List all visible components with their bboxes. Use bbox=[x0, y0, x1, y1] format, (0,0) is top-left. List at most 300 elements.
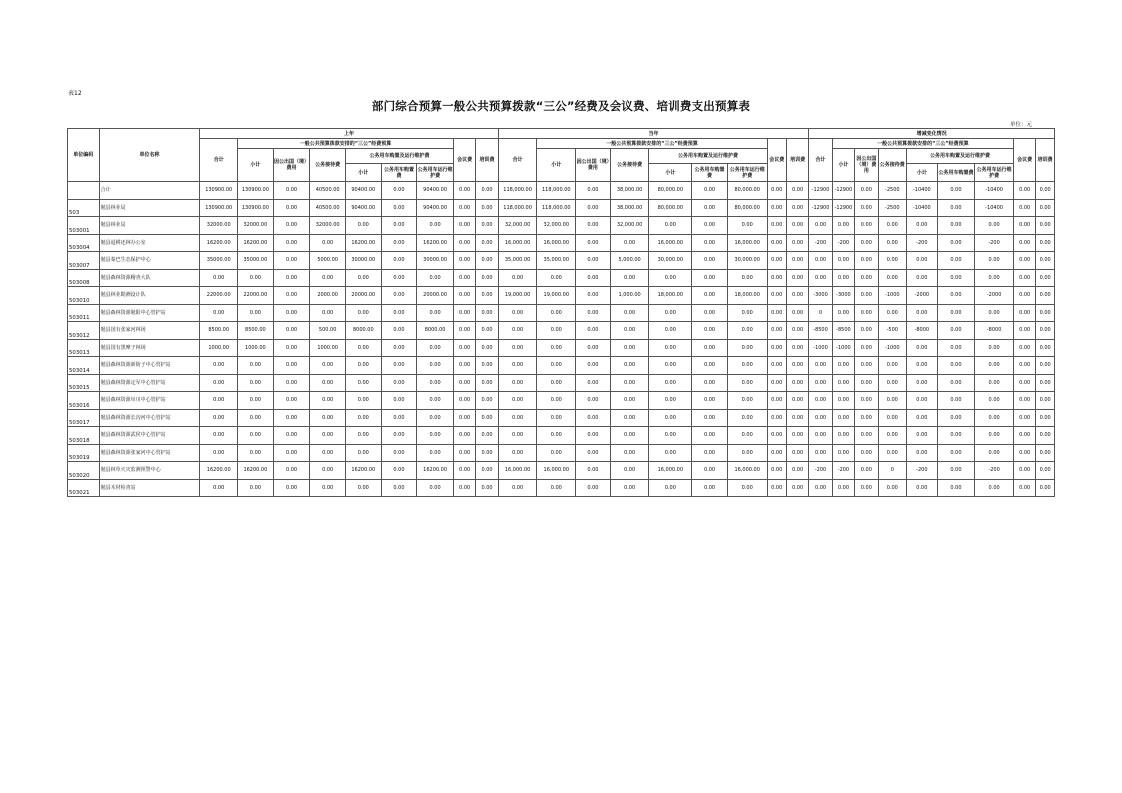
value-cell: 0.00 bbox=[809, 374, 832, 392]
value-cell: 0.00 bbox=[692, 479, 728, 497]
value-cell: 0.00 bbox=[453, 322, 475, 340]
value-cell: 0.00 bbox=[832, 252, 854, 270]
value-cell: 0.00 bbox=[273, 444, 310, 462]
value-cell: 0.00 bbox=[273, 479, 310, 497]
value-cell: 0.00 bbox=[453, 234, 475, 252]
value-cell: 8000.00 bbox=[345, 322, 381, 340]
value-cell: -12900 bbox=[809, 182, 832, 200]
value-cell: 0.00 bbox=[649, 479, 692, 497]
value-cell: 0.00 bbox=[727, 392, 767, 410]
value-cell: 0.00 bbox=[649, 357, 692, 375]
value-cell: 0.00 bbox=[310, 479, 346, 497]
value-cell: 0.00 bbox=[476, 287, 498, 305]
value-cell: 0.00 bbox=[1036, 427, 1055, 445]
value-cell: 0.00 bbox=[832, 269, 854, 287]
value-cell: 0.00 bbox=[1013, 427, 1035, 445]
value-cell: 8000.00 bbox=[417, 322, 454, 340]
value-cell: 32000.00 bbox=[238, 217, 274, 235]
value-cell: 0.00 bbox=[878, 217, 907, 235]
value-cell: 0.00 bbox=[1036, 199, 1055, 217]
value-cell: 0.00 bbox=[907, 427, 938, 445]
value-cell: 0.00 bbox=[809, 409, 832, 427]
value-cell: 0.00 bbox=[576, 269, 611, 287]
header-total: 合计 bbox=[809, 139, 832, 182]
value-cell: 0.00 bbox=[832, 392, 854, 410]
value-cell: -200 bbox=[809, 234, 832, 252]
value-cell: 0.00 bbox=[786, 479, 808, 497]
value-cell: 0.00 bbox=[855, 392, 878, 410]
value-cell: 0.00 bbox=[727, 374, 767, 392]
value-cell: 0.00 bbox=[1013, 444, 1035, 462]
value-cell: 0.00 bbox=[576, 409, 611, 427]
value-cell: 0.00 bbox=[855, 409, 878, 427]
value-cell: 0.00 bbox=[692, 217, 728, 235]
header-name: 单位名称 bbox=[99, 129, 200, 182]
value-cell: 0.00 bbox=[786, 392, 808, 410]
value-cell: 32,000.00 bbox=[537, 217, 576, 235]
table-row bbox=[68, 479, 1055, 497]
value-cell: 0.00 bbox=[855, 444, 878, 462]
unit-code-cell: 503015 bbox=[68, 374, 100, 392]
value-cell: 0.00 bbox=[537, 409, 576, 427]
value-cell: 0.00 bbox=[238, 427, 274, 445]
value-cell: 0.00 bbox=[767, 304, 786, 322]
value-cell: 0.00 bbox=[537, 392, 576, 410]
value-cell: 0.00 bbox=[576, 217, 611, 235]
value-cell: 0.00 bbox=[692, 234, 728, 252]
value-cell: 0.00 bbox=[692, 409, 728, 427]
value-cell: 0.00 bbox=[273, 357, 310, 375]
value-cell: 0.00 bbox=[476, 444, 498, 462]
value-cell: -3000 bbox=[809, 287, 832, 305]
unit-code-cell: 503014 bbox=[68, 357, 100, 375]
unit-name-cell: 勉县国有黑摩子林场 bbox=[99, 339, 200, 357]
value-cell: 0.00 bbox=[649, 339, 692, 357]
value-cell: 0.00 bbox=[498, 479, 537, 497]
value-cell: 0.00 bbox=[476, 427, 498, 445]
header-vehicle-running: 公务用车运行维护费 bbox=[975, 164, 1014, 182]
value-cell: 0.00 bbox=[1036, 234, 1055, 252]
value-cell: 0.00 bbox=[832, 409, 854, 427]
value-cell: 0.00 bbox=[610, 392, 649, 410]
value-cell: -200 bbox=[832, 462, 854, 480]
value-cell: 30000.00 bbox=[417, 252, 454, 270]
value-cell: 0.00 bbox=[476, 357, 498, 375]
value-cell: 0.00 bbox=[238, 374, 274, 392]
value-cell: 0.00 bbox=[692, 182, 728, 200]
unit-code-cell: 503011 bbox=[68, 304, 100, 322]
value-cell: 16,000.00 bbox=[537, 462, 576, 480]
value-cell: 0.00 bbox=[692, 357, 728, 375]
value-cell: 0.00 bbox=[727, 217, 767, 235]
value-cell: 0.00 bbox=[649, 269, 692, 287]
value-cell: 0.00 bbox=[381, 287, 417, 305]
value-cell: 0.00 bbox=[1013, 339, 1035, 357]
value-cell: 118,000.00 bbox=[537, 199, 576, 217]
value-cell: 500.00 bbox=[310, 322, 346, 340]
header-general: 一般公共预算拨款安排的“三公”经费预算 bbox=[832, 139, 1013, 149]
value-cell: 0.00 bbox=[453, 392, 475, 410]
value-cell: 0.00 bbox=[476, 252, 498, 270]
value-cell: 0.00 bbox=[649, 322, 692, 340]
value-cell: 0.00 bbox=[498, 357, 537, 375]
value-cell: 0.00 bbox=[767, 392, 786, 410]
value-cell: 0.00 bbox=[576, 234, 611, 252]
value-cell: 0.00 bbox=[975, 252, 1014, 270]
unit-code-cell: 503004 bbox=[68, 234, 100, 252]
value-cell: 0.00 bbox=[649, 409, 692, 427]
value-cell: 0.00 bbox=[692, 322, 728, 340]
value-cell: -2500 bbox=[878, 199, 907, 217]
value-cell: 0.00 bbox=[855, 462, 878, 480]
value-cell: 0.00 bbox=[975, 304, 1014, 322]
value-cell: 0.00 bbox=[453, 217, 475, 235]
value-cell: 0.00 bbox=[273, 234, 310, 252]
unit-code-cell: 503018 bbox=[68, 427, 100, 445]
header-vehicle-purchase: 公务用车购置费 bbox=[381, 164, 417, 182]
value-cell: 0.00 bbox=[381, 304, 417, 322]
value-cell: 90400.00 bbox=[345, 182, 381, 200]
value-cell: 0.00 bbox=[273, 252, 310, 270]
value-cell: 0.00 bbox=[1036, 304, 1055, 322]
table-row bbox=[68, 409, 1055, 427]
value-cell: 0.00 bbox=[878, 479, 907, 497]
value-cell: 18,000.00 bbox=[727, 287, 767, 305]
value-cell: 0.00 bbox=[832, 217, 854, 235]
value-cell: -200 bbox=[809, 462, 832, 480]
value-cell: 0.00 bbox=[937, 479, 975, 497]
value-cell: 0.00 bbox=[786, 252, 808, 270]
value-cell: 0.00 bbox=[381, 199, 417, 217]
page-title: 部门综合预算一般公共预算拨款“三公”经费及会议费、培训费支出预算表 bbox=[371, 99, 751, 113]
value-cell: 0.00 bbox=[937, 374, 975, 392]
value-cell: 0.00 bbox=[649, 392, 692, 410]
value-cell: 0.00 bbox=[476, 339, 498, 357]
value-cell: 0.00 bbox=[381, 462, 417, 480]
value-cell: 0.00 bbox=[937, 287, 975, 305]
value-cell: -8500 bbox=[809, 322, 832, 340]
value-cell: 16,000.00 bbox=[649, 234, 692, 252]
value-cell: -2000 bbox=[907, 287, 938, 305]
value-cell: -8000 bbox=[975, 322, 1014, 340]
value-cell: 0.00 bbox=[417, 444, 454, 462]
value-cell: 0.00 bbox=[1036, 392, 1055, 410]
value-cell: 0.00 bbox=[310, 427, 346, 445]
value-cell: 0.00 bbox=[786, 409, 808, 427]
value-cell: 0.00 bbox=[786, 322, 808, 340]
header-subtotal: 小计 bbox=[832, 149, 854, 182]
header-vehicle-running: 公务用车运行维护费 bbox=[727, 164, 767, 182]
header-general: 一般公共预算拨款安排的“三公”经费预算 bbox=[238, 139, 454, 149]
value-cell: 0.00 bbox=[809, 269, 832, 287]
value-cell: 0.00 bbox=[200, 357, 238, 375]
value-cell: 90400.00 bbox=[417, 199, 454, 217]
value-cell: 80,000.00 bbox=[649, 199, 692, 217]
value-cell: 0.00 bbox=[417, 409, 454, 427]
value-cell: 118,000.00 bbox=[498, 182, 537, 200]
value-cell: 0.00 bbox=[1013, 217, 1035, 235]
value-cell: 0.00 bbox=[453, 182, 475, 200]
value-cell: 16200.00 bbox=[345, 462, 381, 480]
value-cell: 0.00 bbox=[417, 304, 454, 322]
value-cell: -10400 bbox=[975, 199, 1014, 217]
value-cell: 0.00 bbox=[417, 217, 454, 235]
value-cell: 0.00 bbox=[809, 252, 832, 270]
value-cell: -200 bbox=[975, 462, 1014, 480]
value-cell: 0.00 bbox=[786, 199, 808, 217]
value-cell: 0.00 bbox=[809, 427, 832, 445]
value-cell: 0.00 bbox=[937, 217, 975, 235]
value-cell: 130900.00 bbox=[238, 182, 274, 200]
value-cell: 0.00 bbox=[975, 217, 1014, 235]
value-cell: 0.00 bbox=[310, 304, 346, 322]
value-cell: 0.00 bbox=[200, 427, 238, 445]
table-row bbox=[68, 304, 1055, 322]
value-cell: 0.00 bbox=[453, 269, 475, 287]
value-cell: 0.00 bbox=[727, 479, 767, 497]
unit-name-cell: 合计 bbox=[99, 182, 200, 200]
table-row bbox=[68, 322, 1055, 340]
value-cell: 0.00 bbox=[1036, 357, 1055, 375]
value-cell: 0.00 bbox=[537, 479, 576, 497]
value-cell: 0.00 bbox=[453, 252, 475, 270]
value-cell: 0.00 bbox=[273, 217, 310, 235]
header-meeting: 会议费 bbox=[453, 139, 475, 182]
value-cell: 38,000.00 bbox=[610, 199, 649, 217]
value-cell: 0.00 bbox=[1036, 182, 1055, 200]
value-cell: 0.00 bbox=[727, 304, 767, 322]
value-cell: 0.00 bbox=[1036, 339, 1055, 357]
unit-name-cell: 勉县国有张家河林场 bbox=[99, 322, 200, 340]
header-reception: 公务接待费 bbox=[610, 149, 649, 182]
value-cell: 80,000.00 bbox=[649, 182, 692, 200]
value-cell: 0.00 bbox=[345, 339, 381, 357]
value-cell: 0.00 bbox=[498, 374, 537, 392]
value-cell: 0.00 bbox=[453, 339, 475, 357]
value-cell: 0.00 bbox=[1013, 357, 1035, 375]
value-cell: 0.00 bbox=[767, 182, 786, 200]
value-cell: 0.00 bbox=[610, 339, 649, 357]
value-cell: 0.00 bbox=[727, 322, 767, 340]
header-abroad: 因公出国（境）费用 bbox=[273, 149, 310, 182]
value-cell: 0.00 bbox=[200, 444, 238, 462]
value-cell: 0.00 bbox=[576, 182, 611, 200]
value-cell: 0.00 bbox=[878, 427, 907, 445]
header-abroad: 因公出国（境）费用 bbox=[576, 149, 611, 182]
value-cell: 0.00 bbox=[786, 427, 808, 445]
value-cell: 0.00 bbox=[273, 199, 310, 217]
value-cell: 40500.00 bbox=[310, 199, 346, 217]
value-cell: 0.00 bbox=[907, 374, 938, 392]
value-cell: -1000 bbox=[809, 339, 832, 357]
value-cell: 19,000.00 bbox=[537, 287, 576, 305]
value-cell: 0.00 bbox=[907, 444, 938, 462]
value-cell: 90400.00 bbox=[345, 199, 381, 217]
value-cell: 16,000.00 bbox=[727, 234, 767, 252]
value-cell: -8500 bbox=[832, 322, 854, 340]
value-cell: 0.00 bbox=[498, 444, 537, 462]
value-cell: 0.00 bbox=[200, 409, 238, 427]
value-cell: 0.00 bbox=[576, 462, 611, 480]
value-cell: 0.00 bbox=[238, 392, 274, 410]
header-group-change: 增减变化情况 bbox=[809, 129, 1055, 139]
value-cell: 0.00 bbox=[767, 357, 786, 375]
table-body bbox=[68, 182, 1055, 497]
value-cell: -1000 bbox=[878, 287, 907, 305]
value-cell: 0.00 bbox=[692, 462, 728, 480]
value-cell: 0.00 bbox=[767, 409, 786, 427]
value-cell: 0.00 bbox=[975, 444, 1014, 462]
value-cell: 0.00 bbox=[832, 479, 854, 497]
value-cell: 0.00 bbox=[1036, 444, 1055, 462]
value-cell: 0.00 bbox=[576, 252, 611, 270]
value-cell: 0.00 bbox=[453, 409, 475, 427]
value-cell: 0.00 bbox=[1013, 462, 1035, 480]
table-row bbox=[68, 269, 1055, 287]
value-cell: 0.00 bbox=[937, 322, 975, 340]
value-cell: 0.00 bbox=[809, 444, 832, 462]
table-row bbox=[68, 339, 1055, 357]
value-cell: 0.00 bbox=[692, 392, 728, 410]
value-cell: 0.00 bbox=[381, 269, 417, 287]
value-cell: 0.00 bbox=[767, 444, 786, 462]
value-cell: 1,000.00 bbox=[610, 287, 649, 305]
value-cell: 0.00 bbox=[381, 444, 417, 462]
value-cell: 0.00 bbox=[576, 392, 611, 410]
value-cell: 0.00 bbox=[381, 339, 417, 357]
unit-code-cell: 503001 bbox=[68, 217, 100, 235]
value-cell: 0.00 bbox=[767, 479, 786, 497]
value-cell: 0.00 bbox=[692, 287, 728, 305]
value-cell: 0.00 bbox=[767, 427, 786, 445]
value-cell: 0.00 bbox=[907, 304, 938, 322]
value-cell: 0.00 bbox=[809, 392, 832, 410]
value-cell: 16,000.00 bbox=[727, 462, 767, 480]
unit-name-cell: 勉县木材检查站 bbox=[99, 479, 200, 497]
value-cell: 32000.00 bbox=[310, 217, 346, 235]
value-cell: 0.00 bbox=[310, 462, 346, 480]
value-cell: 0.00 bbox=[937, 234, 975, 252]
value-cell: 0.00 bbox=[610, 269, 649, 287]
value-cell: 0.00 bbox=[381, 409, 417, 427]
value-cell: 0.00 bbox=[937, 304, 975, 322]
value-cell: 0.00 bbox=[273, 427, 310, 445]
unit-name-cell: 勉县森林资源稽查大队 bbox=[99, 269, 200, 287]
unit-code-cell: 503016 bbox=[68, 392, 100, 410]
value-cell: 0.00 bbox=[878, 234, 907, 252]
value-cell: 0.00 bbox=[238, 444, 274, 462]
value-cell: 0.00 bbox=[417, 374, 454, 392]
value-cell: 5,000.00 bbox=[610, 252, 649, 270]
value-cell: 0.00 bbox=[200, 374, 238, 392]
value-cell: 16,000.00 bbox=[498, 234, 537, 252]
header-reception: 公务接待费 bbox=[310, 149, 346, 182]
value-cell: 16200.00 bbox=[345, 234, 381, 252]
header-vehicle: 公务用车购置及运行维护费 bbox=[907, 149, 1014, 164]
value-cell: 0.00 bbox=[238, 357, 274, 375]
value-cell: 0.00 bbox=[310, 269, 346, 287]
value-cell: 0.00 bbox=[855, 252, 878, 270]
value-cell: 0.00 bbox=[1013, 392, 1035, 410]
value-cell: 118,000.00 bbox=[537, 182, 576, 200]
value-cell: 0.00 bbox=[786, 217, 808, 235]
header-vehicle-subtotal: 小计 bbox=[907, 164, 938, 182]
value-cell: 0.00 bbox=[907, 269, 938, 287]
header-total: 合计 bbox=[200, 139, 238, 182]
value-cell: 0.00 bbox=[1036, 322, 1055, 340]
value-cell: 35,000.00 bbox=[498, 252, 537, 270]
value-cell: -12900 bbox=[832, 182, 854, 200]
value-cell: 0.00 bbox=[649, 217, 692, 235]
value-cell: -200 bbox=[907, 234, 938, 252]
value-cell: 0.00 bbox=[937, 392, 975, 410]
value-cell: -10400 bbox=[907, 182, 938, 200]
value-cell: 0.00 bbox=[537, 374, 576, 392]
value-cell: 0.00 bbox=[1013, 322, 1035, 340]
value-cell: 0.00 bbox=[767, 322, 786, 340]
value-cell: 0.00 bbox=[610, 479, 649, 497]
value-cell: 0.00 bbox=[786, 234, 808, 252]
table-number: 表12 bbox=[68, 90, 82, 97]
value-cell: 0.00 bbox=[417, 427, 454, 445]
value-cell: 0.00 bbox=[786, 374, 808, 392]
value-cell: 0.00 bbox=[345, 392, 381, 410]
value-cell: 16200.00 bbox=[238, 462, 274, 480]
value-cell: 118,000.00 bbox=[498, 199, 537, 217]
value-cell: 0.00 bbox=[878, 374, 907, 392]
value-cell: 0.00 bbox=[537, 427, 576, 445]
value-cell: 0.00 bbox=[576, 339, 611, 357]
value-cell: 0.00 bbox=[381, 392, 417, 410]
value-cell: 0.00 bbox=[832, 374, 854, 392]
header-vehicle-subtotal: 小计 bbox=[649, 164, 692, 182]
unit-label: 单位：元 bbox=[1010, 122, 1033, 128]
header-abroad: 因公出国（境）费用 bbox=[855, 149, 878, 182]
value-cell: 0.00 bbox=[310, 409, 346, 427]
value-cell: 0.00 bbox=[767, 339, 786, 357]
value-cell: 0.00 bbox=[417, 479, 454, 497]
value-cell: 0.00 bbox=[576, 357, 611, 375]
value-cell: 0.00 bbox=[855, 269, 878, 287]
value-cell: 0.00 bbox=[1013, 234, 1035, 252]
header-meeting: 会议费 bbox=[767, 139, 786, 182]
value-cell: 0.00 bbox=[975, 409, 1014, 427]
value-cell: 130900.00 bbox=[200, 182, 238, 200]
value-cell: 0.00 bbox=[453, 199, 475, 217]
header-meeting: 会议费 bbox=[1013, 139, 1035, 182]
value-cell: 0.00 bbox=[907, 217, 938, 235]
value-cell: 0.00 bbox=[610, 234, 649, 252]
unit-code-cell: 503008 bbox=[68, 269, 100, 287]
value-cell: 0.00 bbox=[310, 392, 346, 410]
value-cell: 0.00 bbox=[937, 427, 975, 445]
value-cell: 0.00 bbox=[345, 479, 381, 497]
value-cell: 0.00 bbox=[310, 374, 346, 392]
value-cell: 0.00 bbox=[809, 357, 832, 375]
value-cell: 0.00 bbox=[727, 444, 767, 462]
value-cell: 0.00 bbox=[576, 427, 611, 445]
value-cell: 0.00 bbox=[610, 322, 649, 340]
value-cell: 16200.00 bbox=[200, 462, 238, 480]
value-cell: 40500.00 bbox=[310, 182, 346, 200]
table-row bbox=[68, 217, 1055, 235]
header-subtotal: 小计 bbox=[238, 149, 274, 182]
value-cell: 0.00 bbox=[727, 409, 767, 427]
value-cell: 0.00 bbox=[937, 252, 975, 270]
value-cell: 0.00 bbox=[476, 269, 498, 287]
value-cell: 0.00 bbox=[1036, 374, 1055, 392]
value-cell: 0.00 bbox=[692, 444, 728, 462]
